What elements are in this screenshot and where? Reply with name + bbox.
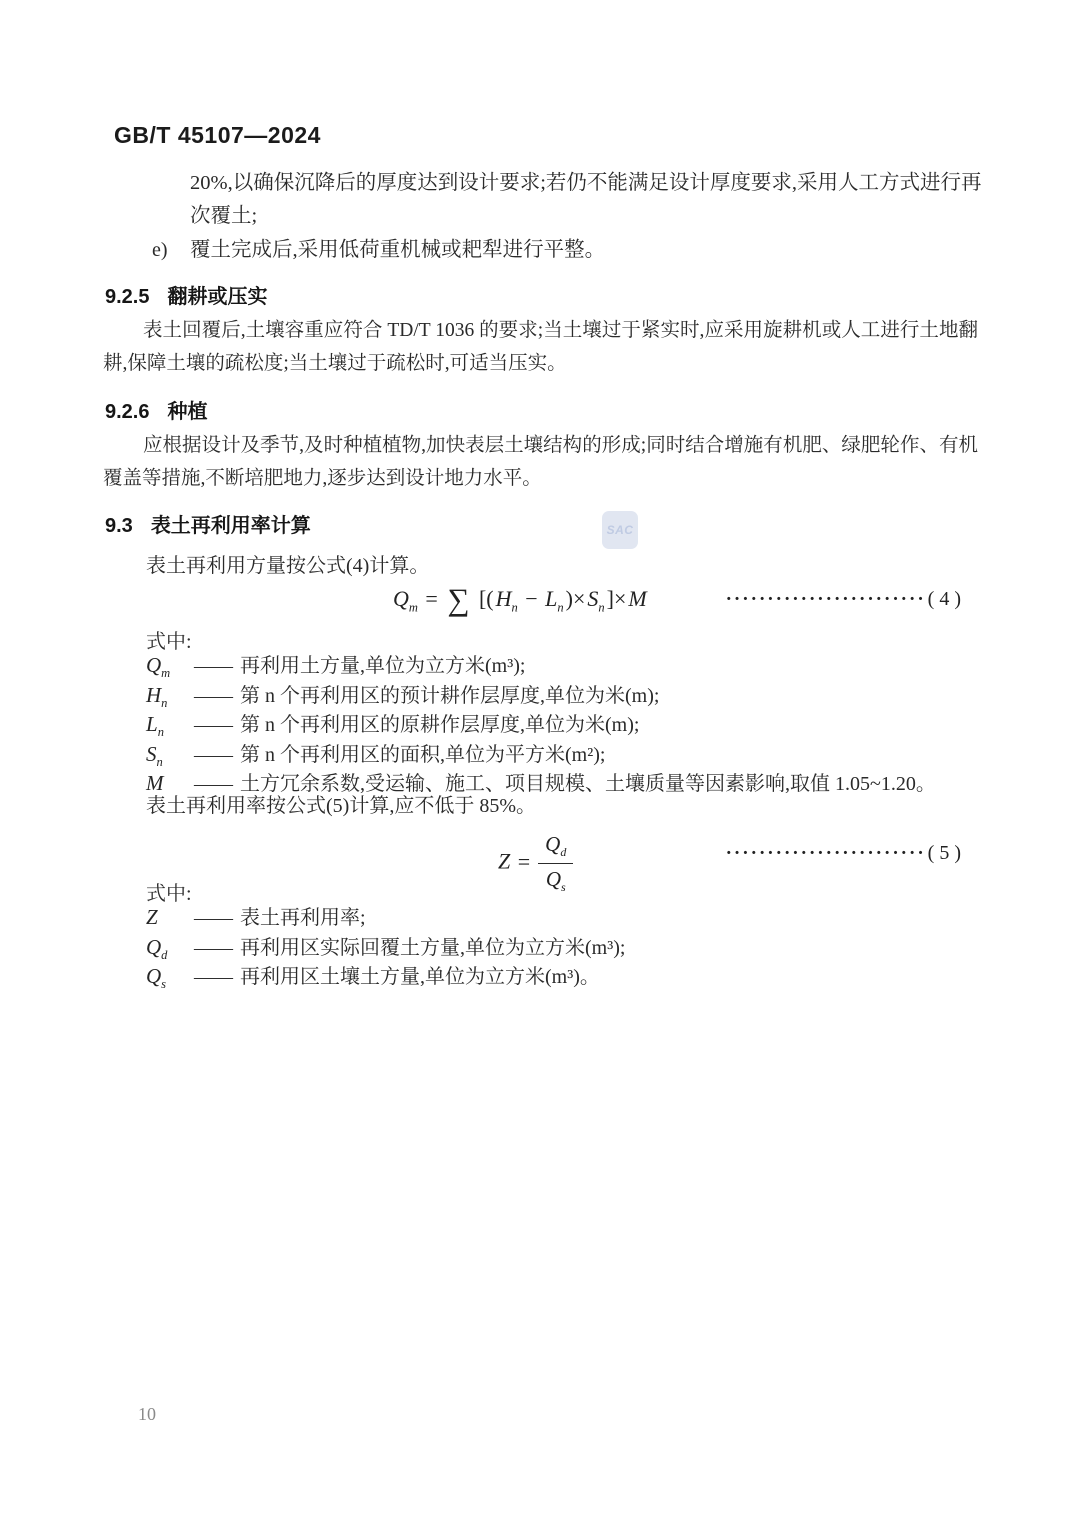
definition-text: 表土再利用率;: [240, 907, 366, 929]
list-continuation-line-2: 次覆土;: [190, 205, 258, 227]
formula-5-intro: 表土再利用率按公式(5)计算,应不低于 85%。: [146, 795, 536, 817]
formula-4-intro: 表土再利用方量按公式(4)计算。: [146, 555, 430, 577]
bracket-open: [(: [478, 586, 494, 611]
formula-5-number: ( 5 ): [927, 842, 961, 864]
definition-row: [146, 708, 978, 738]
formula-4-number: ( 4 ): [927, 588, 961, 610]
definition-dash: ——: [194, 907, 232, 929]
definition-row: [146, 649, 978, 679]
fraction-numerator: [538, 832, 573, 864]
definition-text: 第 n 个再利用区的原耕作层厚度,单位为米(m);: [240, 714, 640, 737]
dot-leader: ························: [725, 589, 926, 610]
section-number: 9.2.6: [105, 401, 150, 423]
definition-text: 土方冗余系数,受运输、施工、项目规模、土壤质量等因素影响,取值 1.05~1.20。: [240, 773, 936, 796]
definition-row: [146, 901, 978, 931]
standard-number: GB/T 45107—2024: [114, 122, 321, 148]
definition-row: [146, 679, 978, 709]
section-body-926: 应根据设计及季节,及时种植植物,加快表层土壤结构的形成;同时结合增施有机肥、绿肥轮作、有机覆盖等措施,不断培肥地力,逐步达到设计地力水平。: [103, 435, 978, 489]
definition-symbol: [146, 935, 194, 963]
list-continuation-line-1: 20%,以确保沉降后的厚度达到设计要求;若仍不能满足设计厚度要求,采用人工方式进行再: [190, 172, 982, 194]
var-M: M: [628, 586, 647, 611]
definition-dash: ——: [194, 655, 232, 677]
definition-symbol: [146, 742, 194, 770]
sac-watermark-logo: SAC: [602, 511, 638, 549]
definition-symbol: [146, 712, 194, 740]
definition-text: 第 n 个再利用区的面积,单位为平方米(m²);: [240, 743, 606, 766]
fraction-denominator: [538, 864, 573, 895]
sym: Q: [146, 934, 162, 959]
sym: S: [146, 741, 157, 766]
section-heading-926: [105, 395, 207, 424]
definition-dash: ——: [194, 936, 232, 959]
section-title: 翻耕或压实: [167, 286, 268, 308]
formula-4: [105, 580, 975, 640]
definition-symbol: [146, 683, 194, 711]
sym-sub: m: [161, 666, 171, 681]
section-number: 9.3: [105, 515, 133, 537]
paren-close-times: )×: [565, 586, 586, 611]
definition-list-4: [146, 649, 978, 797]
sigma-symbol: ∑: [447, 582, 470, 617]
page-number: 10: [138, 1404, 156, 1424]
fraction: [538, 832, 573, 895]
var-Z: Z: [498, 848, 511, 874]
where-label-5: 式中:: [146, 883, 192, 905]
definition-row: [146, 931, 978, 961]
sym: L: [146, 712, 158, 737]
formula-5-leader: [726, 842, 961, 865]
minus-sign: −: [525, 586, 538, 611]
definition-list-5: [146, 901, 978, 990]
sym: Q: [146, 964, 162, 989]
definition-row: [146, 738, 978, 768]
definition-row: [146, 960, 978, 990]
section-number: 9.2.5: [105, 286, 150, 308]
formula-4-leader: [726, 588, 961, 611]
definition-text: 再利用区实际回覆土方量,单位为立方米(m³);: [240, 936, 626, 959]
definition-dash: ——: [194, 966, 232, 989]
list-item-text: 覆土完成后,采用低荷重机械或耙犁进行平整。: [190, 239, 606, 261]
sym-sub: s: [161, 977, 167, 992]
list-item-marker: e): [152, 239, 168, 261]
definition-symbol: [146, 653, 194, 681]
definition-symbol: [146, 905, 194, 933]
definition-text: 第 n 个再利用区的预计耕作层厚度,单位为米(m);: [240, 684, 660, 707]
var-S: S: [587, 586, 599, 611]
var-Q-sub: m: [408, 600, 418, 615]
formula-4-expression: [393, 582, 647, 618]
section-body-925: 表土回覆后,土壤容重应符合 TD/T 1036 的要求;当土壤过于紧实时,应采用旋耕机或人工进行土地翻耕,保障土壤的疏松度;当土壤过于疏松时,可适当压实。: [103, 320, 978, 374]
dot-leader: ························: [725, 843, 926, 864]
sym-sub: n: [157, 725, 164, 740]
list-item-e: [152, 237, 605, 263]
var-S-sub: n: [598, 600, 605, 615]
sym-sub: n: [161, 695, 168, 710]
definition-text: 再利用土方量,单位为立方米(m³);: [240, 655, 526, 677]
equals-sign: =: [425, 586, 438, 611]
sym: Z: [146, 905, 158, 929]
var-L: L: [545, 586, 558, 611]
definition-dash: ——: [194, 684, 232, 707]
section-heading-925: [105, 280, 267, 309]
sym-sub: n: [156, 754, 163, 769]
var-Qs: Q: [545, 867, 561, 892]
var-H-sub: n: [511, 600, 518, 615]
definition-dash: ——: [194, 714, 232, 737]
var-H: H: [495, 586, 512, 611]
equals-sign: =: [517, 848, 531, 874]
sym: H: [146, 682, 162, 707]
section-title: 表土再利用率计算: [150, 515, 311, 537]
sym-sub: d: [161, 947, 168, 962]
definition-dash: ——: [194, 773, 232, 796]
definition-dash: ——: [194, 743, 232, 766]
bracket-close-times: ]×: [606, 586, 627, 611]
var-Qd: Q: [545, 832, 561, 856]
sym: Q: [146, 653, 162, 677]
var-L-sub: n: [557, 600, 564, 615]
definition-text: 再利用区土壤土方量,单位为立方米(m³)。: [240, 966, 600, 989]
sym: M: [146, 771, 164, 796]
definition-symbol: [146, 964, 194, 992]
where-label-4: 式中:: [146, 631, 192, 653]
section-title: 种植: [167, 401, 208, 423]
var-Qd-sub: d: [560, 845, 567, 860]
formula-5-expression: [498, 832, 573, 895]
section-heading-93: [105, 509, 311, 538]
var-Q: Q: [393, 586, 409, 611]
var-Qs-sub: s: [561, 880, 566, 895]
